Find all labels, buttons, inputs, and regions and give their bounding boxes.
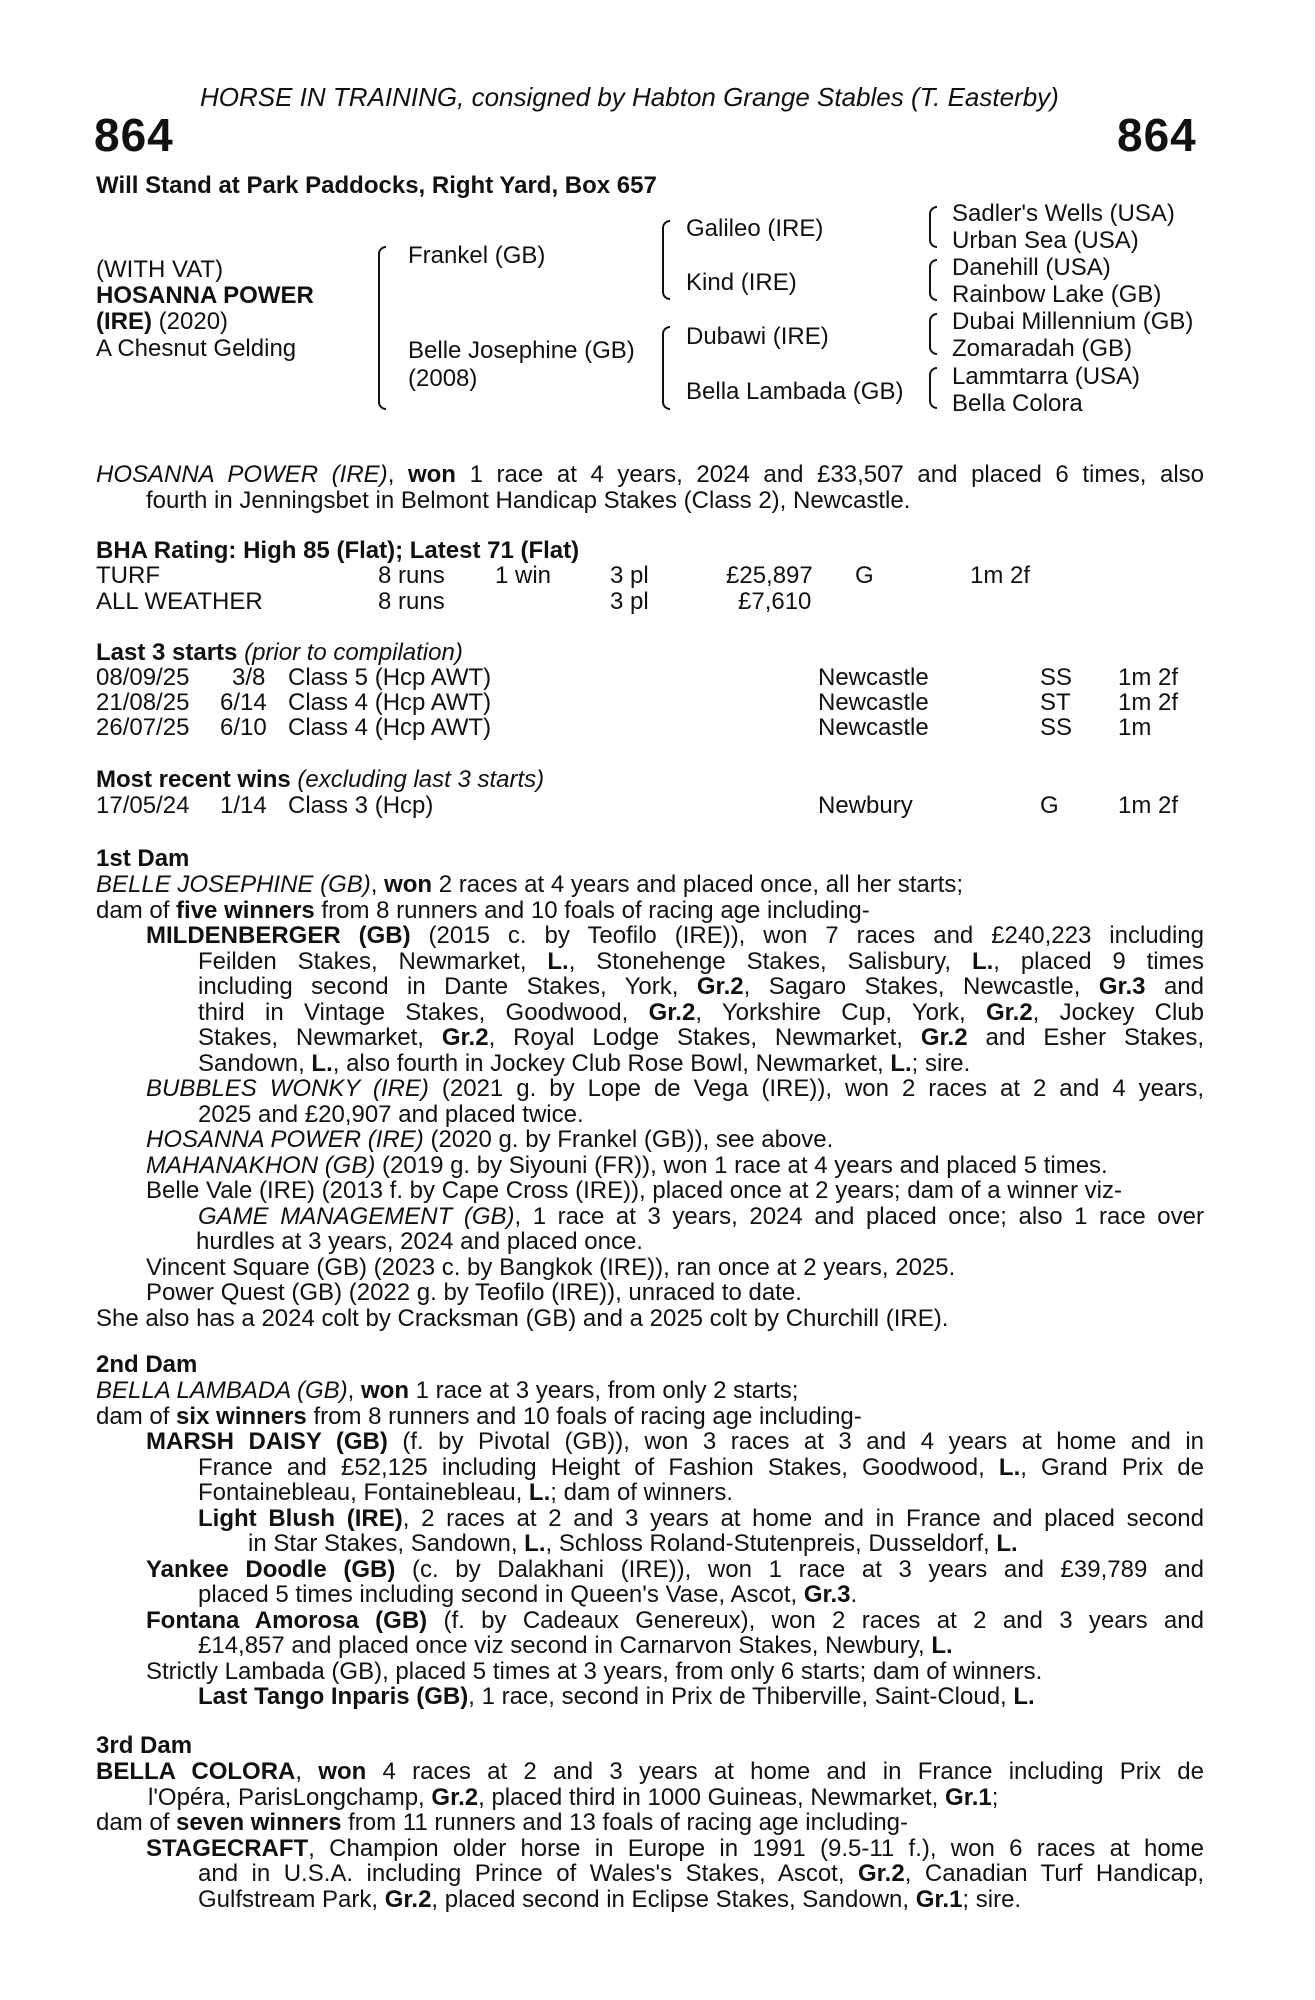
first-dam-title: 1st Dam bbox=[96, 845, 190, 872]
bha-rating-title: BHA Rating: High 85 (Flat); Latest 71 (Flat) bbox=[96, 537, 580, 564]
third-dam-body bbox=[96, 1759, 1204, 1912]
first-dam-line: MILDENBERGER (GB) (2015 c. by Teofilo (IRE)), won 7 races and £240,223 including bbox=[146, 922, 1204, 949]
recent-wins-title: Most recent wins (excluding last 3 starts) bbox=[96, 766, 545, 793]
horse-year: (2020) bbox=[158, 308, 229, 335]
rating-earnings: £7,610 bbox=[738, 588, 812, 615]
second-dam-line: dam of six winners from 8 runners and 10 foals of racing age including- bbox=[96, 1402, 862, 1430]
rating-surface: ALL WEATHER bbox=[96, 588, 263, 615]
start-distance: 1m 2f bbox=[1118, 689, 1179, 716]
second-dam-line: Fontainebleau, Fontainebleau, L.; dam of winners. bbox=[198, 1479, 733, 1506]
pedigree-ggp: Zomaradah (GB) bbox=[952, 335, 1133, 362]
start-course: Newcastle bbox=[818, 664, 929, 691]
first-dam-line: including second in Dante Stakes, York, Gr.2, Sagaro Stakes, Newcastle, Gr.3 and bbox=[198, 973, 1204, 1000]
pedigree-ggp: Urban Sea (USA) bbox=[952, 227, 1139, 254]
rating-placed: 3 pl bbox=[610, 562, 649, 589]
pedigree-sire-dam: Kind (IRE) bbox=[686, 269, 797, 296]
lot-number-left: 864 bbox=[94, 109, 174, 161]
third-dam-line: Gulfstream Park, Gr.2, placed second in Eclipse Stakes, Sandown, Gr.1; sire. bbox=[198, 1885, 1022, 1913]
start-position: 6/14 bbox=[220, 689, 267, 716]
first-dam-line: Power Quest (GB) (2022 g. by Teofilo (IRE)), unraced to date. bbox=[146, 1279, 802, 1306]
start-course: Newcastle bbox=[818, 689, 929, 716]
first-dam-line: 2025 and £20,907 and placed twice. bbox=[198, 1100, 584, 1128]
second-dam-line: MARSH DAISY (GB) (f. by Pivotal (GB)), won 3 races at 3 and 4 years at home and in bbox=[146, 1428, 1204, 1455]
third-dam-line: l'Opéra, ParisLongchamp, Gr.2, placed third in 1000 Guineas, Newmarket, Gr.1; bbox=[148, 1783, 999, 1811]
first-dam-line: GAME MANAGEMENT (GB), 1 race at 3 years, 2024 and placed once; also 1 race over bbox=[198, 1202, 1204, 1230]
first-dam-line: HOSANNA POWER (IRE) (2020 g. by Frankel (GB)), see above. bbox=[146, 1126, 834, 1153]
summary-line: HOSANNA POWER (IRE), won 1 race at 4 years, 2024 and £33,507 and placed 6 times, also bbox=[96, 461, 1205, 488]
third-dam-line: STAGECRAFT, Champion older horse in Europe in 1991 (9.5-11 f.), won 6 races at home bbox=[146, 1834, 1204, 1862]
start-date: 26/07/25 bbox=[96, 714, 190, 741]
pedigree-ggp: Sadler's Wells (USA) bbox=[952, 200, 1175, 227]
race-summary bbox=[96, 462, 1204, 513]
first-dam-line: BUBBLES WONKY (IRE) (2021 g. by Lope de Vega (IRE)), won 2 races at 2 and 4 years, bbox=[146, 1075, 1204, 1102]
pedigree-sire: Frankel (GB) bbox=[408, 242, 546, 269]
first-dam-line: dam of five winners from 8 runners and 10 foals of racing age including- bbox=[96, 896, 870, 924]
lot-number-right: 864 bbox=[1117, 109, 1197, 161]
win-going: G bbox=[1040, 792, 1059, 819]
start-race: Class 4 (Hcp AWT) bbox=[288, 689, 492, 716]
pedigree-brace-sire bbox=[662, 220, 670, 300]
third-dam-title: 3rd Dam bbox=[96, 1732, 193, 1759]
vat-note: (WITH VAT) bbox=[96, 256, 224, 283]
win-course: Newbury bbox=[818, 792, 913, 819]
second-dam-title: 2nd Dam bbox=[96, 1351, 198, 1378]
first-dam-body bbox=[96, 872, 1204, 1331]
pedigree-brace-ggp4 bbox=[929, 367, 937, 409]
pedigree-sire-sire: Galileo (IRE) bbox=[686, 215, 824, 242]
horse-country: (IRE) bbox=[96, 308, 152, 335]
start-course: Newcastle bbox=[818, 714, 929, 741]
second-dam-line: Yankee Doodle (GB) (c. by Dalakhani (IRE)), won 1 race at 3 years and £39,789 and bbox=[146, 1555, 1204, 1583]
third-dam-line: dam of seven winners from 11 runners and 13 foals of racing age including- bbox=[96, 1809, 909, 1836]
pedigree-dam: Belle Josephine (GB) bbox=[408, 337, 635, 364]
rating-surface: TURF bbox=[96, 562, 160, 589]
last3-title: Last 3 starts (prior to compilation) bbox=[96, 639, 463, 666]
pedigree-brace-main bbox=[378, 246, 386, 410]
start-position: 3/8 bbox=[232, 664, 266, 691]
pedigree-brace-dam bbox=[662, 326, 670, 410]
start-going: SS bbox=[1040, 664, 1073, 691]
horse-country-year bbox=[96, 309, 228, 335]
second-dam-line: in Star Stakes, Sandown, L., Schloss Roland-Stutenpreis, Dusseldorf, L. bbox=[248, 1530, 1018, 1557]
pedigree-dam-year: (2008) bbox=[408, 365, 478, 392]
pedigree-ggp: Dubai Millennium (GB) bbox=[952, 308, 1194, 335]
summary-won: won bbox=[407, 461, 456, 488]
first-dam-line: MAHANAKHON (GB) (2019 g. by Siyouni (FR)), won 1 race at 4 years and placed 5 times. bbox=[146, 1151, 1108, 1179]
pedigree-brace-ggp3 bbox=[929, 313, 937, 355]
second-dam-line: Last Tango Inparis (GB), 1 race, second in Prix de Thiberville, Saint-Cloud, L. bbox=[198, 1683, 1035, 1710]
start-going: ST bbox=[1040, 689, 1071, 716]
stand-location: Will Stand at Park Paddocks, Right Yard, Box 657 bbox=[96, 172, 657, 199]
pedigree-dam-sire: Dubawi (IRE) bbox=[686, 323, 829, 350]
summary-line-2: fourth in Jenningsbet in Belmont Handicap Stakes (Class 2), Newcastle. bbox=[146, 486, 911, 514]
second-dam-line: Fontana Amorosa (GB) (f. by Cadeaux Genereux), won 2 races at 2 and 3 years and bbox=[146, 1606, 1204, 1634]
second-dam-line: France and £52,125 including Height of Fashion Stakes, Goodwood, L., Grand Prix de bbox=[198, 1453, 1205, 1481]
win-position: 1/14 bbox=[220, 792, 267, 819]
first-dam-line: Stakes, Newmarket, Gr.2, Royal Lodge Stakes, Newmarket, Gr.2 and Esher Stakes, bbox=[198, 1024, 1205, 1051]
first-dam-line: Sandown, L., also fourth in Jockey Club Rose Bowl, Newmarket, L.; sire. bbox=[198, 1049, 971, 1077]
rating-placed: 3 pl bbox=[610, 588, 649, 615]
second-dam-line: BELLA LAMBADA (GB), won 1 race at 3 years, from only 2 starts; bbox=[96, 1377, 799, 1404]
second-dam-line: £14,857 and placed once viz second in Carnarvon Stakes, Newbury, L. bbox=[198, 1632, 953, 1659]
win-distance: 1m 2f bbox=[1118, 792, 1179, 819]
pedigree-ggp: Bella Colora bbox=[952, 390, 1083, 417]
second-dam-body bbox=[96, 1378, 1204, 1710]
third-dam-line: and in U.S.A. including Prince of Wales's Stakes, Ascot, Gr.2, Canadian Turf Handicap, bbox=[198, 1860, 1204, 1887]
start-distance: 1m 2f bbox=[1118, 664, 1179, 691]
consignment-line: HORSE IN TRAINING, consigned by Habton Grange Stables (T. Easterby) bbox=[200, 82, 1059, 112]
pedigree-ggp: Danehill (USA) bbox=[952, 254, 1111, 281]
summary-name: HOSANNA POWER (IRE) bbox=[96, 461, 388, 488]
third-dam-line: BELLA COLORA, won 4 races at 2 and 3 years at home and in France including Prix de bbox=[96, 1758, 1204, 1785]
win-date: 17/05/24 bbox=[96, 792, 190, 819]
horse-description: A Chesnut Gelding bbox=[96, 335, 297, 362]
first-dam-line: Feilden Stakes, Newmarket, L., Stonehenge Stakes, Salisbury, L., placed 9 times bbox=[198, 947, 1204, 975]
start-going: SS bbox=[1040, 714, 1073, 741]
start-date: 21/08/25 bbox=[96, 689, 190, 716]
pedigree-ggp: Lammtarra (USA) bbox=[952, 363, 1141, 390]
horse-name: HOSANNA POWER bbox=[96, 282, 314, 309]
summary-rest: 1 race at 4 years, 2024 and £33,507 and placed 6 times, also bbox=[469, 461, 1205, 488]
start-position: 6/10 bbox=[220, 714, 267, 741]
win-race: Class 3 (Hcp) bbox=[288, 792, 434, 819]
start-race: Class 4 (Hcp AWT) bbox=[288, 714, 492, 741]
second-dam-line: Strictly Lambada (GB), placed 5 times at 3 years, from only 6 starts; dam of winners. bbox=[146, 1657, 1043, 1685]
first-dam-line: Belle Vale (IRE) (2013 f. by Cape Cross (IRE)), placed once at 2 years; dam of a winner viz- bbox=[146, 1177, 1122, 1204]
rating-distance: 1m 2f bbox=[970, 562, 1031, 589]
rating-runs: 8 runs bbox=[378, 588, 445, 615]
first-dam-line: third in Vintage Stakes, Goodwood, Gr.2, Yorkshire Cup, York, Gr.2, Jockey Club bbox=[198, 998, 1204, 1026]
rating-wins: 1 win bbox=[495, 562, 552, 589]
first-dam-line: Vincent Square (GB) (2023 c. by Bangkok (IRE)), ran once at 2 years, 2025. bbox=[146, 1253, 956, 1281]
start-date: 08/09/25 bbox=[96, 664, 190, 691]
first-dam-line: hurdles at 3 years, 2024 and placed once. bbox=[196, 1228, 643, 1255]
pedigree-ggp: Rainbow Lake (GB) bbox=[952, 281, 1162, 308]
first-dam-line: She also has a 2024 colt by Cracksman (GB) and a 2025 colt by Churchill (IRE). bbox=[96, 1304, 949, 1332]
rating-going: G bbox=[855, 562, 874, 589]
start-race: Class 5 (Hcp AWT) bbox=[288, 664, 492, 691]
first-dam-line: BELLE JOSEPHINE (GB), won 2 races at 4 years and placed once, all her starts; bbox=[96, 871, 964, 898]
second-dam-line: placed 5 times including second in Queen's Vase, Ascot, Gr.3. bbox=[198, 1581, 858, 1608]
pedigree-brace-ggp2 bbox=[929, 259, 937, 301]
pedigree-brace-ggp1 bbox=[929, 206, 937, 248]
rating-earnings: £25,897 bbox=[726, 562, 813, 589]
start-distance: 1m bbox=[1118, 714, 1152, 741]
pedigree-dam-dam: Bella Lambada (GB) bbox=[686, 378, 904, 405]
second-dam-line: Light Blush (IRE), 2 races at 2 and 3 years at home and in France and placed second bbox=[198, 1504, 1204, 1532]
rating-runs: 8 runs bbox=[378, 562, 445, 589]
